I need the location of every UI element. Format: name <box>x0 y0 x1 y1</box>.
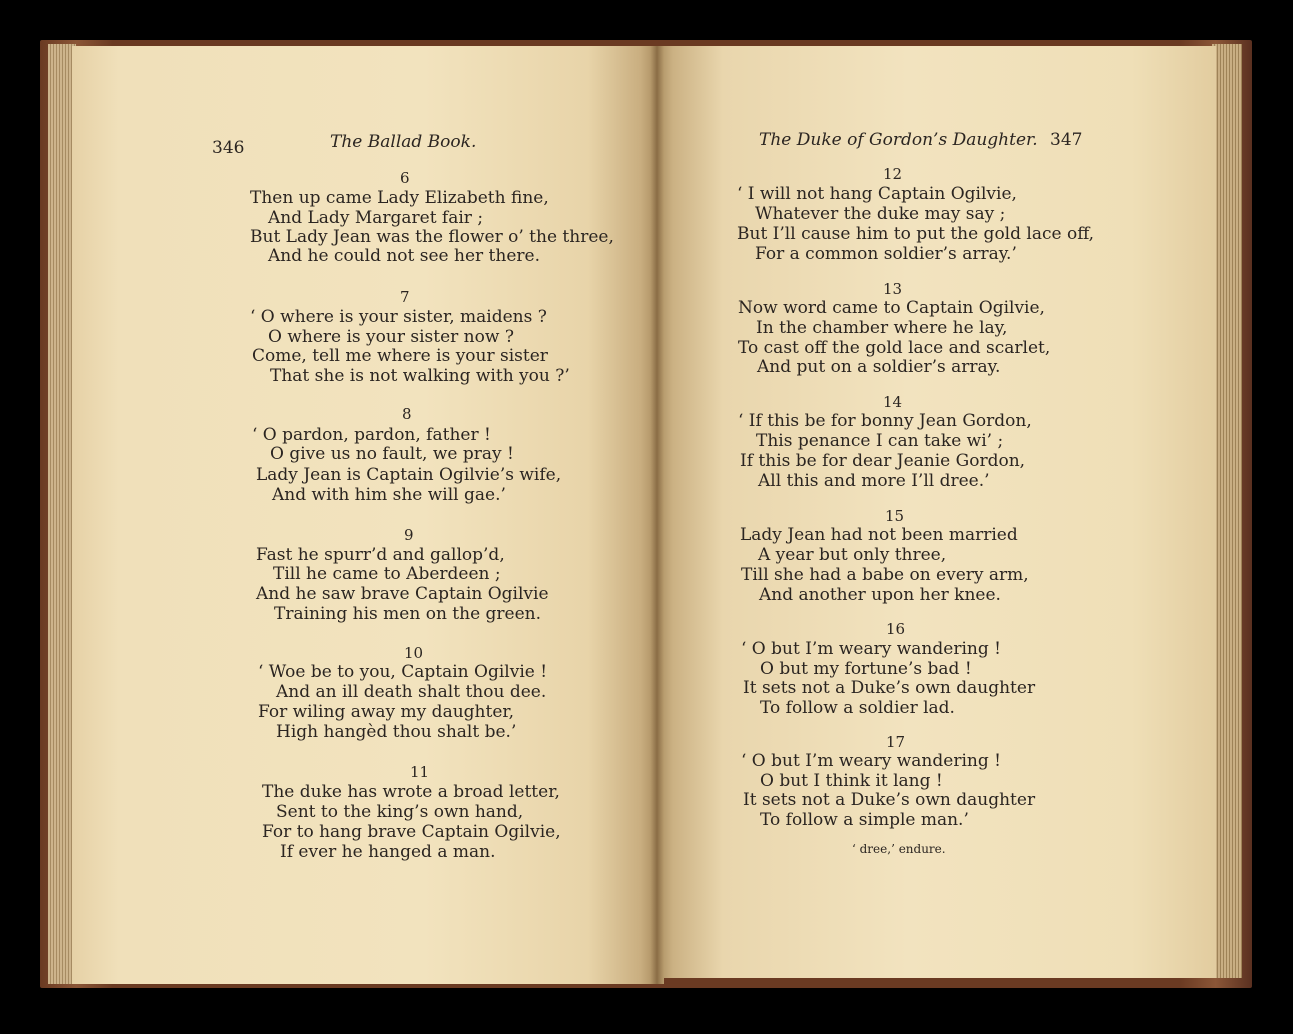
left-page-number: 346 <box>212 138 245 158</box>
verse-line: To follow a soldier lad. <box>760 698 955 718</box>
verse-line: ‘ O where is your sister, maidens ? <box>250 307 547 327</box>
verse-line: Come, tell me where is your sister <box>252 346 548 366</box>
verse-line: For wiling away my daughter, <box>258 702 515 722</box>
verse-line: For to hang brave Captain Ogilvie, <box>262 822 561 842</box>
verse-line: O where is your sister now ? <box>268 327 514 347</box>
stanza-number: 17 <box>886 733 906 751</box>
verse-line: And he saw brave Captain Ogilvie <box>256 584 549 604</box>
verse-line: A year but only three, <box>758 545 947 565</box>
verse-line: Then up came Lady Elizabeth fine, <box>250 188 549 208</box>
verse-line: And put on a soldier’s array. <box>757 357 1001 377</box>
verse-line: All this and more I’ll dree.’ <box>758 471 990 491</box>
verse-line: Training his men on the green. <box>274 604 542 624</box>
verse-line: To cast off the gold lace and scarlet, <box>738 338 1051 358</box>
verse-line: ‘ I will not hang Captain Ogilvie, <box>737 184 1017 204</box>
verse-line: Till she had a babe on every arm, <box>741 565 1029 585</box>
verse-line: It sets not a Duke’s own daughter <box>743 790 1036 810</box>
stanza-number: 12 <box>883 165 903 183</box>
verse-line: The duke has wrote a broad letter, <box>262 782 560 802</box>
stanza-number: 8 <box>402 405 412 423</box>
stanza-number: 9 <box>404 526 414 544</box>
book-gutter <box>650 46 664 984</box>
verse-line: High hangèd thou shalt be.’ <box>276 722 517 742</box>
stanza-number: 6 <box>400 169 410 187</box>
stanza-number: 11 <box>410 763 430 781</box>
verse-line: If ever he hanged a man. <box>280 842 496 862</box>
verse-line: Now word came to Captain Ogilvie, <box>738 298 1045 318</box>
footnote: ‘ dree,’ endure. <box>852 842 946 856</box>
stanza-number: 13 <box>883 280 903 298</box>
verse-line: But Lady Jean was the flower o’ the three, <box>250 227 614 247</box>
verse-line: For a common soldier’s array.’ <box>755 244 1017 264</box>
verse-line: This penance I can take wi’ ; <box>756 431 1004 451</box>
stanza-number: 10 <box>404 644 424 662</box>
verse-line: And he could not see her there. <box>268 246 540 266</box>
verse-line: O give us no fault, we pray ! <box>270 444 514 464</box>
stanza-number: 16 <box>886 620 906 638</box>
verse-line: ‘ If this be for bonny Jean Gordon, <box>738 411 1032 431</box>
verse-line: Whatever the duke may say ; <box>755 204 1006 224</box>
stanza-number: 14 <box>883 393 903 411</box>
verse-line: O but my fortune’s bad ! <box>760 659 972 679</box>
verse-line: ‘ O pardon, pardon, father ! <box>252 425 491 445</box>
verse-line: That she is not walking with you ?’ <box>270 366 570 386</box>
verse-line: ‘ O but I’m weary wandering ! <box>741 639 1001 659</box>
verse-line: And with him she will gae.’ <box>272 485 506 505</box>
verse-line: In the chamber where he lay, <box>756 318 1008 338</box>
verse-line: If this be for dear Jeanie Gordon, <box>740 451 1026 471</box>
verse-line: ‘ O but I’m weary wandering ! <box>741 751 1001 771</box>
stanza-number: 7 <box>400 288 410 306</box>
verse-line: It sets not a Duke’s own daughter <box>743 678 1036 698</box>
right-page-edges <box>1212 44 1242 978</box>
verse-line: O but I think it lang ! <box>760 771 943 791</box>
verse-line: And an ill death shalt thou dee. <box>276 682 547 702</box>
verse-line: Sent to the king’s own hand, <box>276 802 524 822</box>
right-running-head: The Duke of Gordon’s Daughter. <box>759 130 1038 150</box>
right-page-number: 347 <box>1050 130 1083 150</box>
verse-line: But I’ll cause him to put the gold lace off, <box>737 224 1095 244</box>
verse-line: And another upon her knee. <box>759 585 1001 605</box>
verse-line: Till he came to Aberdeen ; <box>273 564 501 584</box>
verse-line: Lady Jean is Captain Ogilvie’s wife, <box>256 465 562 485</box>
verse-line: ‘ Woe be to you, Captain Ogilvie ! <box>258 662 548 682</box>
verse-line: To follow a simple man.’ <box>760 810 969 830</box>
verse-line: And Lady Margaret fair ; <box>268 208 484 228</box>
verse-line: Fast he spurr’d and gallop’d, <box>256 545 505 565</box>
stanza-number: 15 <box>885 507 905 525</box>
verse-line: Lady Jean had not been married <box>740 525 1018 545</box>
left-running-head: The Ballad Book. <box>330 132 477 152</box>
